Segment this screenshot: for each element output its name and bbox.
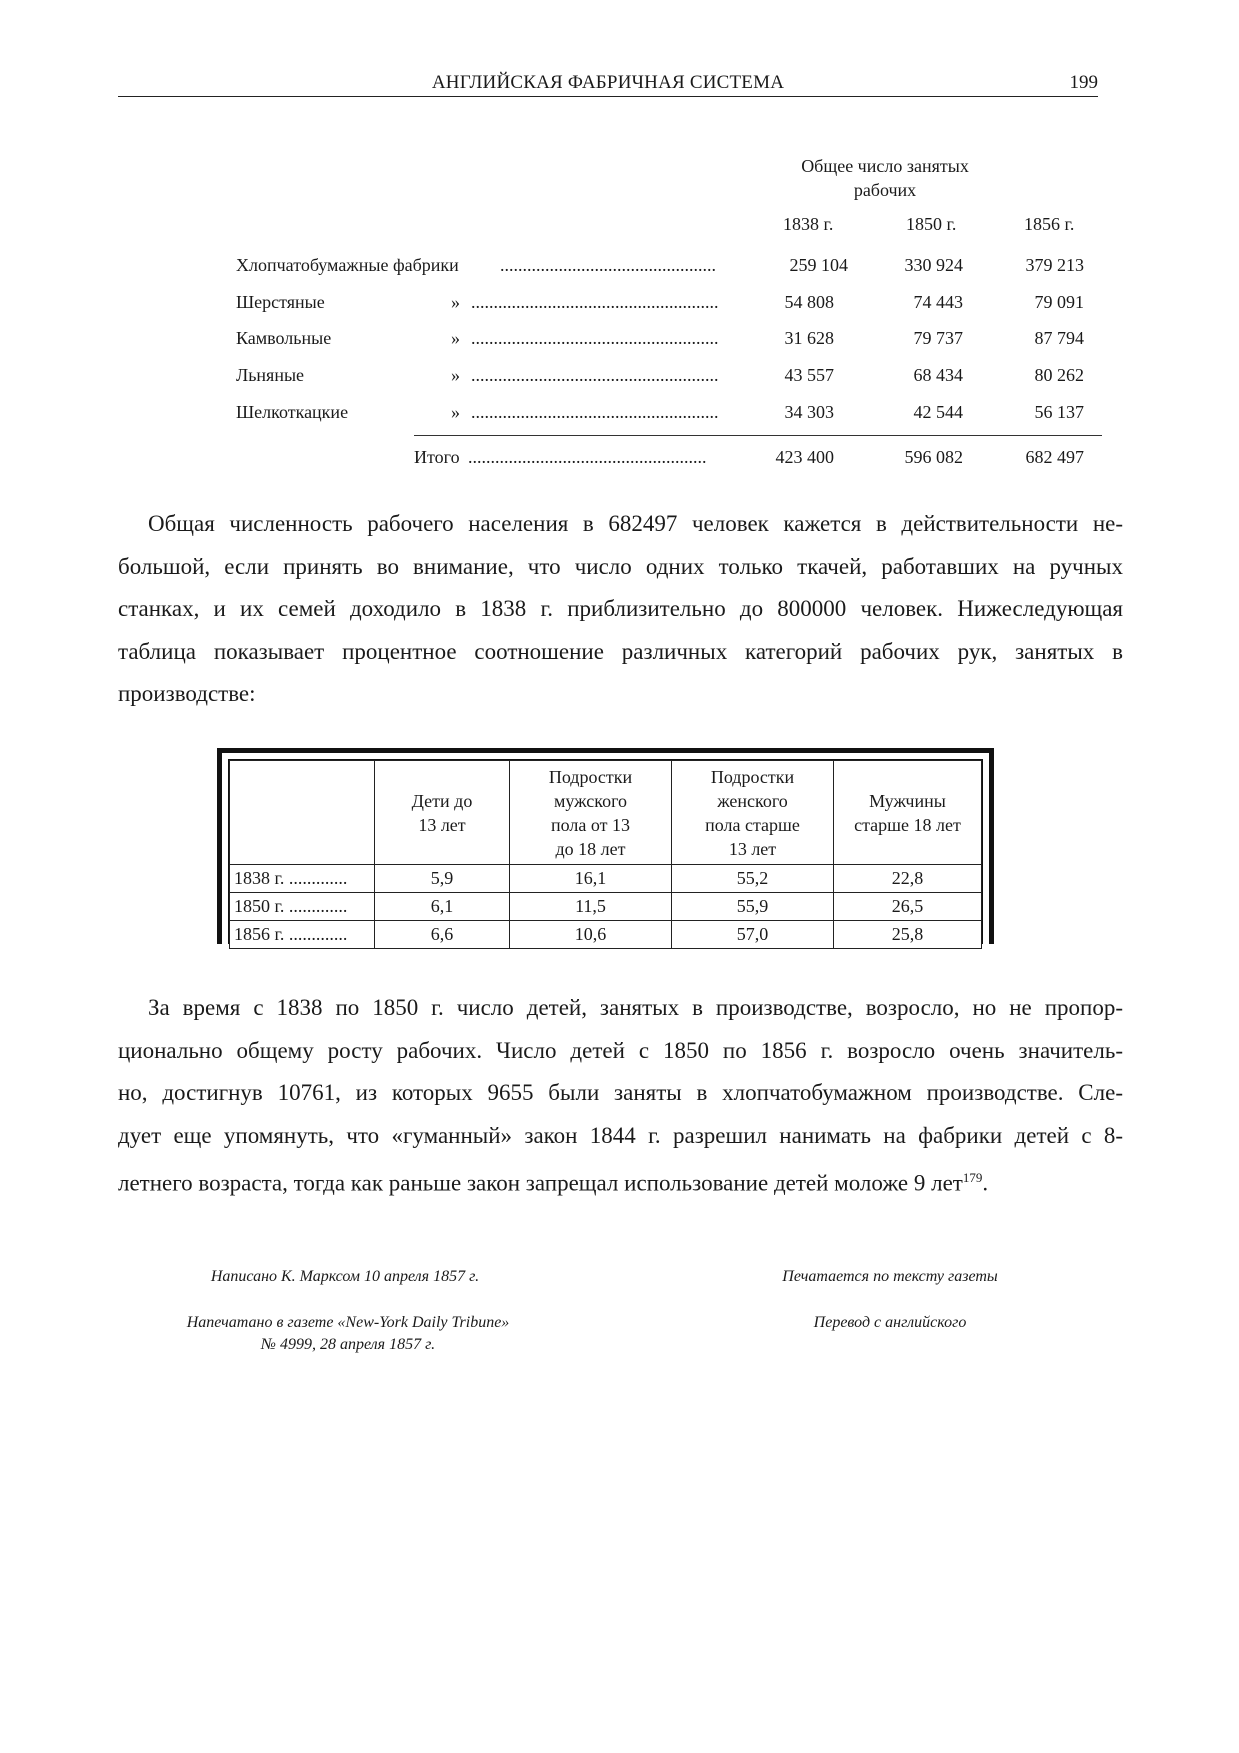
text-line: производстве: — [118, 681, 256, 706]
table1-row — [236, 255, 1096, 285]
note-translation: Перевод с английского — [813, 1314, 967, 1331]
running-header — [118, 70, 1098, 97]
table1-total-label: Итого — [414, 447, 460, 467]
table2-corner-cell — [230, 761, 375, 865]
table1-value-1856: 56 137 — [1034, 402, 1084, 422]
table1-value-1838: 54 808 — [784, 292, 834, 312]
text-line: станках, и их семей доходило в 1838 г. приблизительно до 800000 человек. Нижеследующая — [118, 596, 1123, 621]
table2-year-cell: 1838 г. ............. — [230, 865, 375, 893]
table1-leader-dots: ....................................................... — [471, 365, 719, 385]
table2-percent-cell: 6,1 — [375, 893, 510, 921]
text-line: За время с 1838 по 1850 г. число детей, занятых в производстве, возросло, но не пропор- — [148, 995, 1123, 1020]
table1-value-1856: 80 262 — [1034, 365, 1084, 385]
table2-row — [230, 921, 982, 949]
table1-column-header-line: рабочих — [853, 180, 917, 200]
table1-value-1850: 79 737 — [913, 328, 963, 348]
table1-value-1856: 79 091 — [1034, 292, 1084, 312]
body-paragraph-2 — [118, 987, 1123, 1205]
text-line — [118, 1157, 1123, 1205]
table2-header-line: 13 лет — [728, 838, 777, 859]
table1-ditto-mark: » — [451, 365, 460, 385]
table1-leader-dots: ....................................................... — [471, 292, 719, 312]
body-paragraph-1 — [118, 503, 1123, 716]
table2-header-line: Мужчины — [869, 790, 946, 811]
table1-row — [236, 292, 1096, 322]
table2-percent-cell: 55,2 — [672, 865, 834, 893]
table2-column-header — [375, 761, 510, 865]
table2-year-cell: 1850 г. ............. — [230, 893, 375, 921]
table1-value-1850: 74 443 — [913, 292, 963, 312]
table2-header-line: пола от 13 — [551, 814, 630, 835]
note-written-by: Написано К. Марксом 10 апреля 1857 г. — [210, 1268, 480, 1285]
text-line: Общая численность рабочего населения в 682497 человек кажется в действительности не- — [148, 511, 1123, 536]
percentage-table — [217, 748, 994, 944]
text-line: дует еще упомянуть, что «гуманный» закон 1844 г. разрешил нанимать на фабрики детей с 8- — [118, 1122, 1123, 1148]
table1-value-1838: 31 628 — [784, 328, 834, 348]
text-line: большой, если принять во внимание, что число одних только ткачей, работавших на ручных — [118, 553, 1123, 579]
table2-header-line: до 18 лет — [555, 838, 626, 859]
table1-industry-name: Хлопчатобумажные фабрики — [236, 255, 459, 275]
footnote-reference: 179 — [962, 1170, 983, 1185]
table2-header-line: старше 18 лет — [854, 814, 961, 835]
table1-leader-dots: ................................................ — [500, 255, 716, 275]
table1-total-1856: 682 497 — [1025, 447, 1084, 467]
table2-header-line: пола старше — [705, 814, 800, 835]
table2-row — [230, 893, 982, 921]
note-printed-in-line: № 4999, 28 апреля 1857 г. — [260, 1336, 436, 1353]
text-line: но, достигнув 10761, из которых 9655 были заняты в хлопчатобумажном производстве. Сле- — [118, 1080, 1123, 1105]
note-printed-in-line: Напечатано в газете «New-York Daily Tribune» — [186, 1314, 510, 1331]
table1-industry-name: Шелкоткацкие — [236, 402, 349, 422]
table1-leader-dots: ....................................................... — [471, 402, 719, 422]
table2-percent-cell: 6,6 — [375, 921, 510, 949]
table1-value-1838: 34 303 — [784, 402, 834, 422]
table1-value-1850: 42 544 — [913, 402, 963, 422]
table1-industry-name: Шерстяные — [236, 292, 325, 312]
table1-row — [236, 402, 1096, 432]
table1-row — [236, 328, 1096, 358]
table1-total-1838: 423 400 — [775, 447, 834, 467]
table1-industry-name: Льняные — [236, 365, 305, 385]
table2-percent-cell: 10,6 — [510, 921, 672, 949]
table1-total-row — [236, 447, 1096, 477]
table1-value-1838: 43 557 — [784, 365, 834, 385]
table2-percent-cell: 22,8 — [834, 865, 982, 893]
table1-column-header-line: Общее число занятых — [801, 156, 969, 176]
note-printed-in — [118, 1312, 578, 1356]
table1-year-1850: 1850 г. — [906, 214, 957, 234]
table1-value-1850: 330 924 — [904, 255, 963, 275]
running-title: АНГЛИЙСКАЯ ФАБРИЧНАЯ СИСТЕМА — [431, 72, 785, 93]
table1-leader-dots: ....................................................... — [471, 328, 719, 348]
table1-total-rule — [414, 435, 1102, 436]
table1-ditto-mark: » — [451, 402, 460, 422]
table1-ditto-mark: » — [451, 328, 460, 348]
table1-value-1856: 87 794 — [1034, 328, 1084, 348]
table2-column-header — [834, 761, 982, 865]
table1-value-1838: 259 104 — [789, 255, 848, 275]
table1-value-1856: 379 213 — [1025, 255, 1084, 275]
table2-row — [230, 865, 982, 893]
table2-percent-cell: 5,9 — [375, 865, 510, 893]
table1-row — [236, 365, 1096, 395]
table2-percent-cell: 25,8 — [834, 921, 982, 949]
table1-year-1856: 1856 г. — [1024, 214, 1075, 234]
percentage-table-grid — [229, 760, 982, 949]
page-number: 199 — [1069, 72, 1098, 93]
table2-header-line: 13 лет — [418, 814, 466, 835]
table2-header-line: мужского — [553, 790, 628, 811]
table2-percent-cell: 16,1 — [510, 865, 672, 893]
text-line-content: летнего возраста, тогда как раньше закон запрещал использование детей моложе 9 лет — [118, 1170, 963, 1196]
table2-header-line: Подростки — [710, 766, 795, 787]
table1-year-1838: 1838 г. — [783, 214, 834, 234]
note-source: Печатается по тексту газеты — [782, 1268, 998, 1285]
table1-industry-name: Камвольные — [236, 328, 332, 348]
table2-header-line: женского — [717, 790, 788, 811]
table2-percent-cell: 57,0 — [672, 921, 834, 949]
table1-leader-dots: ..................................................... — [468, 447, 707, 467]
table1-total-1850: 596 082 — [904, 447, 963, 467]
text-line: ционально общему росту рабочих. Число детей с 1850 по 1856 г. возросло очень значитель- — [118, 1037, 1123, 1063]
table2-percent-cell: 55,9 — [672, 893, 834, 921]
table2-column-header — [510, 761, 672, 865]
table1-value-1850: 68 434 — [913, 365, 963, 385]
table1-column-header — [740, 154, 1030, 202]
text-line: таблица показывает процентное соотношение различных категорий рабочих рук, занятых в — [118, 638, 1123, 664]
table2-percent-cell: 26,5 — [834, 893, 982, 921]
table1-ditto-mark: » — [451, 292, 460, 312]
table2-column-header — [672, 761, 834, 865]
table2-year-cell: 1856 г. ............. — [230, 921, 375, 949]
table2-header-line: Дети до — [411, 790, 473, 811]
table2-percent-cell: 11,5 — [510, 893, 672, 921]
table2-header-line: Подростки — [548, 766, 633, 787]
percentage-table-frame — [228, 759, 983, 944]
sentence-end: . — [982, 1170, 989, 1196]
